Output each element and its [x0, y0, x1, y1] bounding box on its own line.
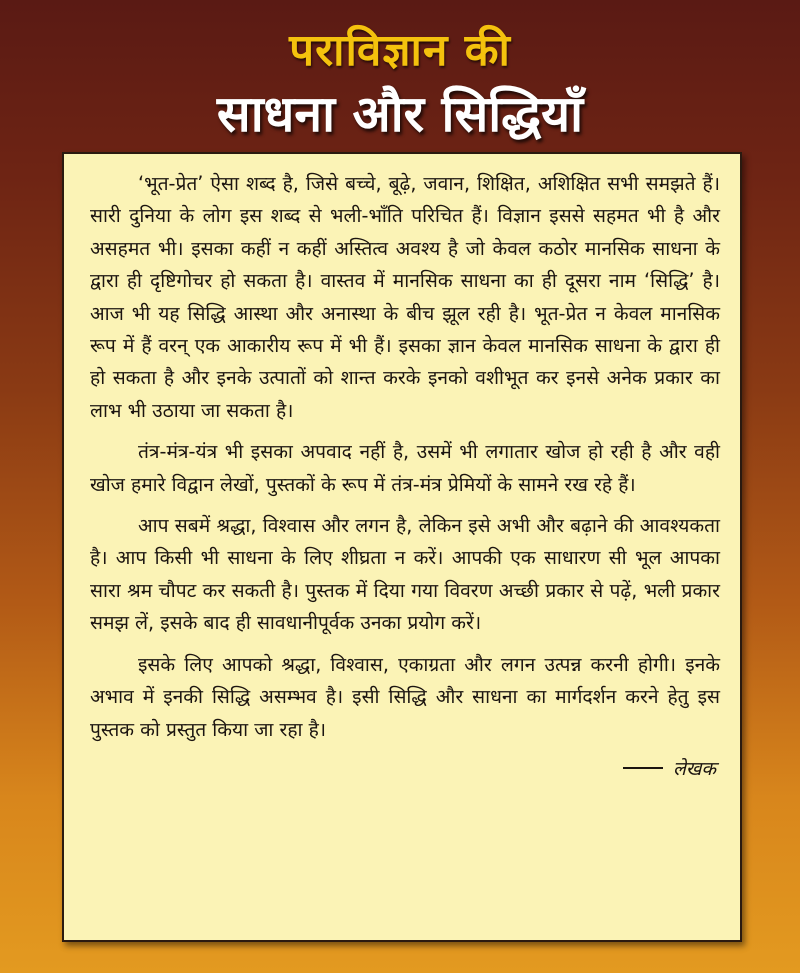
- paragraph-1: ‘भूत-प्रेत’ ऐसा शब्द है, जिसे बच्चे, बूढ़े, जवान, शिक्षित, अशिक्षित सभी समझते हैं। सारी दुनिया के लोग इस शब्द से भली-भाँति परिचित हैं। विज्ञान इससे सहमत भी है और असहमत भी। इसका कहीं न कहीं अस्तित्व अवश्य है जो केवल कठोर मानसिक साधना के द्वारा ही दृष्टिगोचर हो सकता है। वास्तव में मानसिक साधना का ही दूसरा नाम ‘सिद्धि’ है। आज भी यह सिद्धि आस्था और अनास्था के बीच झूल रही है। भूत-प्रेत न केवल मानसिक रूप में हैं वरन् एक आकारीय रूप में भी हैं। इसका ज्ञान केवल मानसिक साधना के द्वारा ही हो सकता है और इनके उत्पातों को शान्त करके इनको वशीभूत कर इनसे अनेक प्रकार का लाभ भी उठाया जा सकता है।: [90, 172, 720, 422]
- paragraph-3: आप सबमें श्रद्धा, विश्वास और लगन है, लेकिन इसे अभी और बढ़ाने की आवश्यकता है। आप किसी भी साधना के लिए शीघ्रता न करें। आपकी एक साधारण सी भूल आपका सारा श्रम चौपट कर सकती है। पुस्तक में दिया गया विवरण अच्छी प्रकार से पढ़ें, भली प्रकार समझ लें, इसके बाद ही सावधानीपूर्वक उनका प्रयोग करें।: [90, 514, 720, 635]
- paragraph-4: इसके लिए आपको श्रद्धा, विश्वास, एकाग्रता और लगन उत्पन्न करनी होगी। इनके अभाव में इनकी सिद्धि असम्भव है। इसी सिद्धि और साधना का मार्गदर्शन करने हेतु इस पुस्तक को प्रस्तुत किया जा रहा है।: [90, 652, 720, 741]
- signature: [90, 755, 720, 781]
- title-line-2: साधना और सिद्धियाँ: [216, 85, 584, 143]
- signature-dash: [623, 767, 663, 769]
- paragraph-2: तंत्र-मंत्र-यंत्र भी इसका अपवाद नहीं है, उसमें भी लगातार खोज हो रही है और वही खोज हमारे विद्वान लेखों, पुस्तकों के रूप में तंत्र-मंत्र प्रेमियों के सामने रख रहे हैं।: [90, 440, 720, 496]
- text-panel: [62, 152, 742, 942]
- author-label: लेखक: [672, 757, 716, 780]
- title-line-1: पराविज्ञान की: [289, 25, 511, 76]
